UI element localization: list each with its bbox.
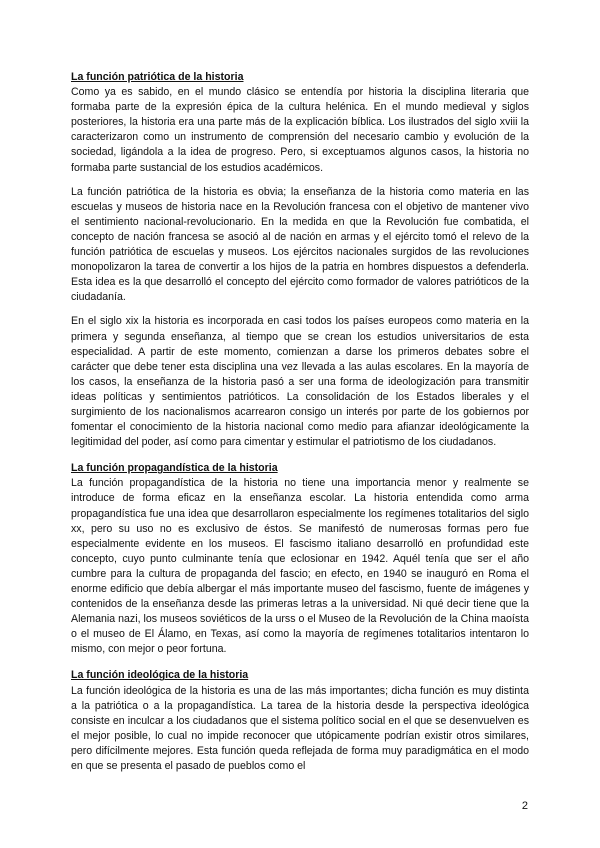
paragraph: La función patriótica de la historia es obvia; la enseñanza de la historia como materia en las escuelas y museos de historia nace en la Revolución francesa con el objetivo de mantener vivo el sentimiento nacional-revolucionario. En la medida en que la Revolución fue combatida, el concepto de nación francesa se asoció al de nación en armas y el ejército tomó el relevo de la función patriótica de escuelas y museos. Los ejércitos nacionales surgidos de las revoluciones monopolizaron la tarea de convertir a los hijos de la patria en hombres dispuestos a defenderla. Esta idea es la que desarrolló el concepto del ejército como formador de valores patrióticos de la ciudadanía. (71, 185, 529, 304)
section-heading: La función ideológica de la historia (71, 669, 249, 682)
section-patriotic (71, 70, 529, 450)
section-ideological (71, 668, 529, 774)
paragraph: Como ya es sabido, en el mundo clásico se entendía por historia la disciplina literaria que formaba parte de la expresión épica de la cultura helénica. En el mundo medieval y siglos posteriores, la historia era una parte más de la explicación bíblica. Los ilustrados del siglo xviii la caracterizaron como un instrumento de comprensión del necesario cambio y evolución de la sociedad, ligándola a la idea de progreso. Pero, si exceptuamos algunos casos, la historia no formaba parte sustancial de los estudios académicos. (71, 86, 529, 174)
section-heading: La función patriótica de la historia (71, 71, 244, 83)
paragraph: La función ideológica de la historia es una de las más importantes; dicha función es muy distinta a la patriótica o a la propagandística. La tarea de la historia desde la perspectiva ideológica consiste en inculcar a los ciudadanos que el sistema político social en el que se desenvuelven es el mejor posible, lo cual no impide reconocer que utópicamente podrían existir otros similares, pero difícilmente mejores. Esta función queda reflejada de forma muy paradigmática en el modo en que se presenta el pasado de pueblos como el (71, 684, 529, 773)
section-propaganda (71, 461, 529, 657)
section-heading: La función propagandística de la historia (71, 462, 278, 475)
page-number: 2 (521, 800, 528, 812)
paragraph: La función propagandística de la historia no tiene una importancia menor y realmente se introduce de forma eficaz en la enseñanza escolar. La historia entendida como arma propagandística fue una idea que desarrollaron especialmente los regímenes totalitarios del siglo xx, pero su uso no es exclusivo de éstos. Se manifestó de numerosas formas pero fue especialmente evidente en los museos. El fascismo italiano desarrolló en profundidad este concepto, cuyo punto culminante tenía que eclosionar en 1942. Aquél tenía que ser el año cumbre para la cultura de propaganda del fascio; en efecto, en 1940 se inauguró en Roma el enorme edificio que debía albergar el más importante museo del fascismo, fuente de imágenes y contenidos de la enseñanza desde las primeras letras a la universidad. Ni qué decir tiene que la Alemania nazi, los museos soviéticos de la urss o el Museo de la Revolución de la China maoísta o el museo de El Álamo, en Texas, así como la mayoría de regímenes totalitarios intentaron lo mismo, con mejor o peor fortuna. (71, 477, 529, 656)
document-page (71, 70, 529, 785)
paragraph: En el siglo xix la historia es incorporada en casi todos los países europeos como materia en la primera y segunda enseñanza, al tiempo que se crean los estudios universitarios de esta especialidad. A partir de este momento, comienzan a darse los primeros debates sobre el carácter que debe tener esta disciplina una vez llevada a las aulas escolares. En la mayoría de los casos, la enseñanza de la historia pasó a ser una forma de ideologización para transmitir ideas políticas y sentimientos patrióticos. La consolidación de los Estados liberales y el surgimiento de los nacionalismos acarrearon consigo un interés por parte de los gobiernos por fomentar el conocimiento de la historia nacional como medio para afianzar ideológicamente la legitimidad del poder, así como para cimentar y estimular el patriotismo de los ciudadanos. (71, 315, 529, 449)
